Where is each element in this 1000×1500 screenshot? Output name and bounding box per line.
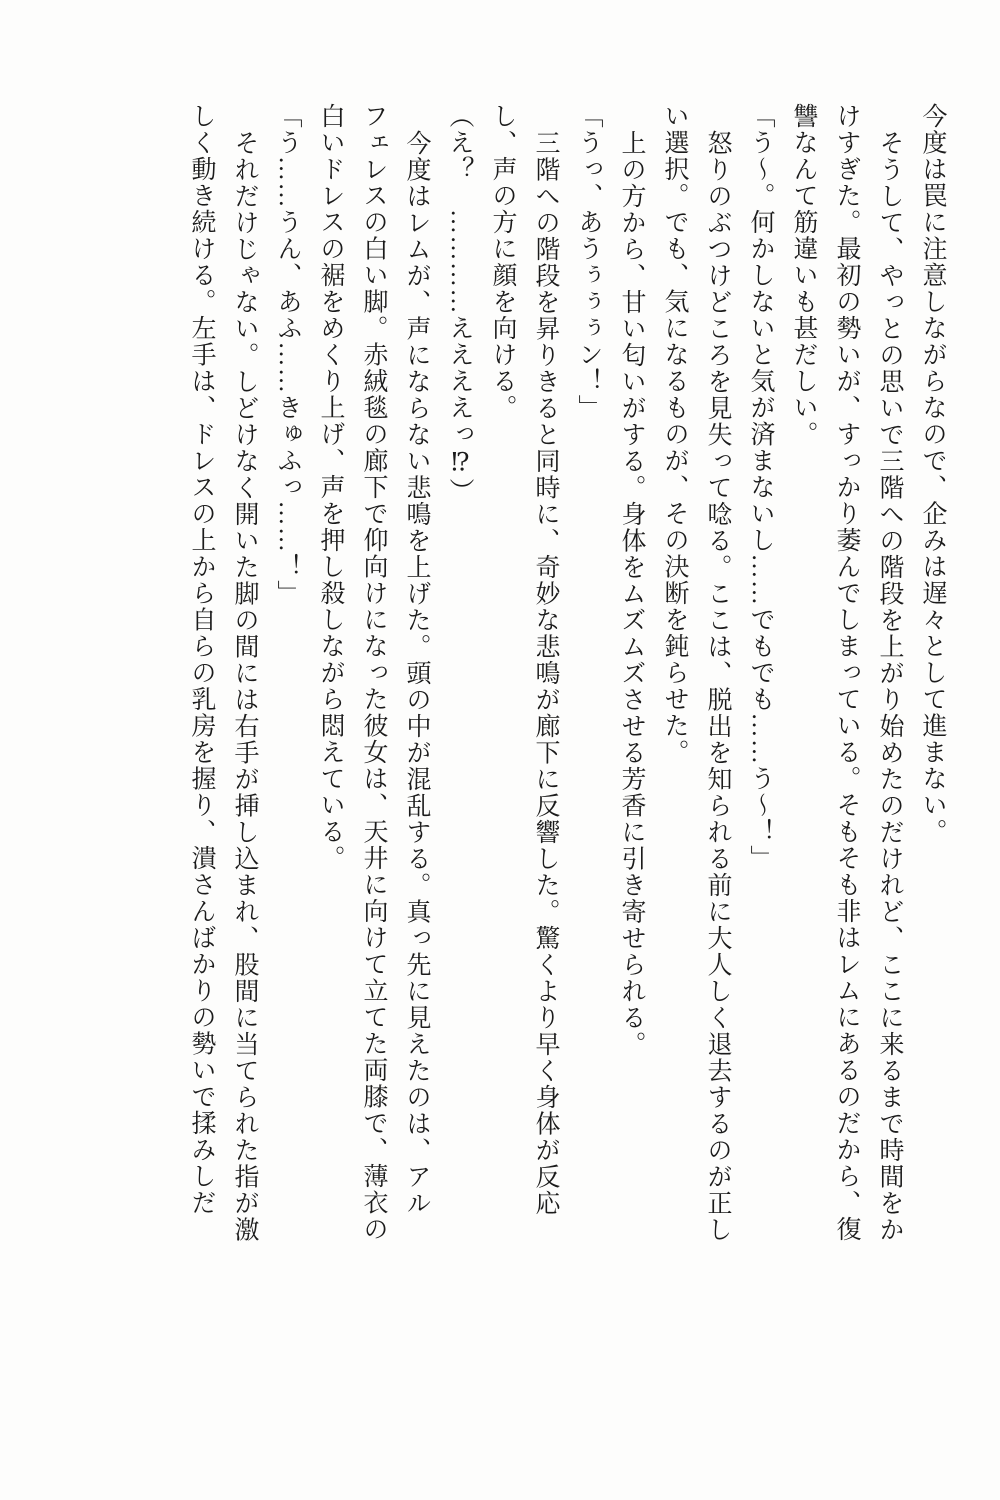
text-line: 「う……うん、あふ……きゅふっ……！」 bbox=[274, 103, 301, 607]
text-line: 三階への階段を昇りきると同時に、奇妙な悲鳴が廊下に反響した。驚くより早く身体が反応 bbox=[532, 130, 559, 1217]
text-line: 「うっ、あうぅぅぅン！」 bbox=[575, 103, 602, 421]
text-line: 「う～。何かしないと気が済まないし……でもでも……う～！」 bbox=[747, 103, 774, 872]
text-line: 今度は罠に注意しながらなので、企みは遅々として進まない。 bbox=[919, 103, 946, 845]
text-line: フェレスの白い脚。赤絨毯の廊下で仰向けになった彼女は、天井に向けて立てた両膝で、薄衣の bbox=[360, 103, 387, 1243]
text-block bbox=[180, 103, 954, 1373]
text-line: 怒りのぶつけどころを見失って唸る。ここは、脱出を知られる前に大人しく退去するのが正し bbox=[704, 130, 731, 1243]
text-line: けすぎた。最初の勢いが、すっかり萎んでしまっている。そもそも非はレムにあるのだから、復 bbox=[833, 103, 860, 1243]
text-line: 上の方から、甘い匂いがする。身体をムズムズさせる芳香に引き寄せられる。 bbox=[618, 130, 645, 1058]
text-line: 白いドレスの裾をめくり上げ、声を押し殺しながら悶えている。 bbox=[317, 103, 344, 872]
text-line: 讐なんて筋違いも甚だしい。 bbox=[790, 103, 817, 448]
text-line: しく動き続ける。左手は、ドレスの上から自らの乳房を握り、潰さんばかりの勢いで揉みしだ bbox=[188, 103, 215, 1216]
text-line: （え？ …………ええええっ⁉） bbox=[446, 103, 473, 505]
text-line: い選択。でも、気になるものが、その決断を鈍らせた。 bbox=[661, 103, 688, 766]
text-line: それだけじゃない。しどけなく開いた脚の間には右手が挿し込まれ、股間に当てられた指が激 bbox=[231, 130, 258, 1243]
text-line: そうして、やっとの思いで三階への階段を上がり始めたのだけれど、ここに来るまで時間をか bbox=[876, 130, 903, 1243]
text-line: 今度はレムが、声にならない悲鳴を上げた。頭の中が混乱する。真っ先に見えたのは、アル bbox=[403, 130, 430, 1217]
text-line: し、声の方に顔を向ける。 bbox=[489, 103, 516, 421]
